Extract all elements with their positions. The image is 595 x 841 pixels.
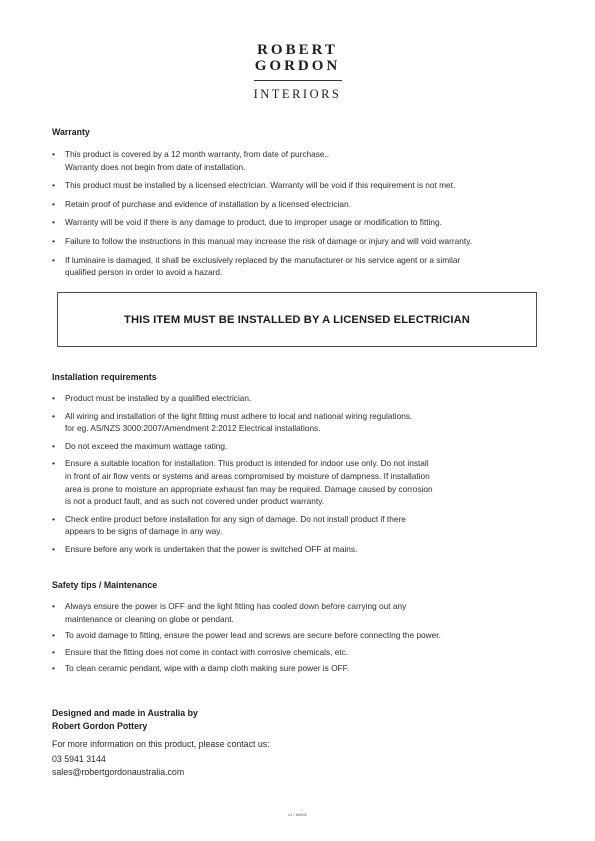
list-item: • This product is covered by a 12 month warranty, from date of purchase.. Warranty does not begin from date of installation.: [52, 148, 562, 173]
logo-line-interiors: INTERIORS: [253, 87, 342, 101]
logo-line-gordon: GORDON: [254, 58, 341, 74]
list-item: • Ensure that the fitting does not come in contact with corrosive chemicals, etc.: [52, 646, 562, 659]
safety-heading: Safety tips / Maintenance: [52, 580, 158, 590]
licensed-electrician-notice: [57, 292, 537, 347]
list-item: • To clean ceramic pendant, wipe with a damp cloth making sure power is OFF.: [52, 662, 562, 675]
list-item: • Always ensure the power is OFF and the light fitting has cooled down before carrying out any maintenance or cleaning on globe or pendant.: [52, 600, 562, 625]
manufacturer-block: [52, 707, 198, 733]
list-item: • This product must be installed by a licensed electrician. Warranty will be void if this requirement is not met.: [52, 179, 562, 192]
logo-line-robert: ROBERT: [257, 42, 338, 58]
contact-phone: 03 5941 3144: [52, 754, 106, 764]
document-code: v1 / #0000: [288, 812, 307, 817]
list-item: • Warranty will be void if there is any damage to product, due to improper usage or modification to fitting.: [52, 216, 562, 229]
list-item: • To avoid damage to fitting, ensure the power lead and screws are secure before connecting the power.: [52, 629, 562, 642]
installation-heading: Installation requirements: [52, 372, 157, 382]
notice-text: THIS ITEM MUST BE INSTALLED BY A LICENSED ELECTRICIAN: [124, 313, 470, 326]
warranty-heading: Warranty: [52, 127, 90, 137]
list-item: • Check entire product before installation for any sign of damage. Do not install product if there appears to be signs of damage in any way.: [52, 513, 562, 538]
list-item: • All wiring and installation of the light fitting must adhere to local and national wiring regulations. for eg. AS/NZS 3000:2007/Amendment 2:2012 Electrical installations.: [52, 410, 562, 435]
safety-list: [52, 600, 562, 675]
list-item: • Retain proof of purchase and evidence of installation by a licensed electrician.: [52, 198, 562, 211]
brand-logo: [0, 42, 595, 101]
contact-intro: For more information on this product, please contact us:: [52, 739, 270, 749]
installation-list: [52, 392, 562, 556]
list-item: • Failure to follow the instructions in this manual may increase the risk of damage or injury and will void warranty.: [52, 235, 562, 248]
made-in-line: Designed and made in Australia by: [52, 708, 198, 718]
list-item: • Ensure before any work is undertaken that the power is switched OFF at mains.: [52, 543, 562, 556]
list-item: • Ensure a suitable location for installation. This product is intended for indoor use only. Do not install in front of air flow vents or systems and areas compromised by moisture of dampness. If installation area is prone to moisture an appropriate exhaust fan may be required. Damage caused by corrosion is not a product fault, and as such not covered under product warranty.: [52, 457, 562, 507]
contact-email[interactable]: sales@robertgordonaustralia.com: [52, 767, 185, 777]
contact-block: [52, 738, 270, 779]
list-item: • If luminaire is damaged, it shall be exclusively replaced by the manufacturer or his service agent or a similar qualified person in order to avoid a hazard.: [52, 254, 562, 279]
logo-divider: [254, 80, 342, 81]
list-item: • Do not exceed the maximum wattage rating.: [52, 440, 562, 453]
list-item: • Product must be installed by a qualified electrician.: [52, 392, 562, 405]
maker-name: Robert Gordon Pottery: [52, 721, 148, 731]
warranty-list: [52, 148, 562, 279]
